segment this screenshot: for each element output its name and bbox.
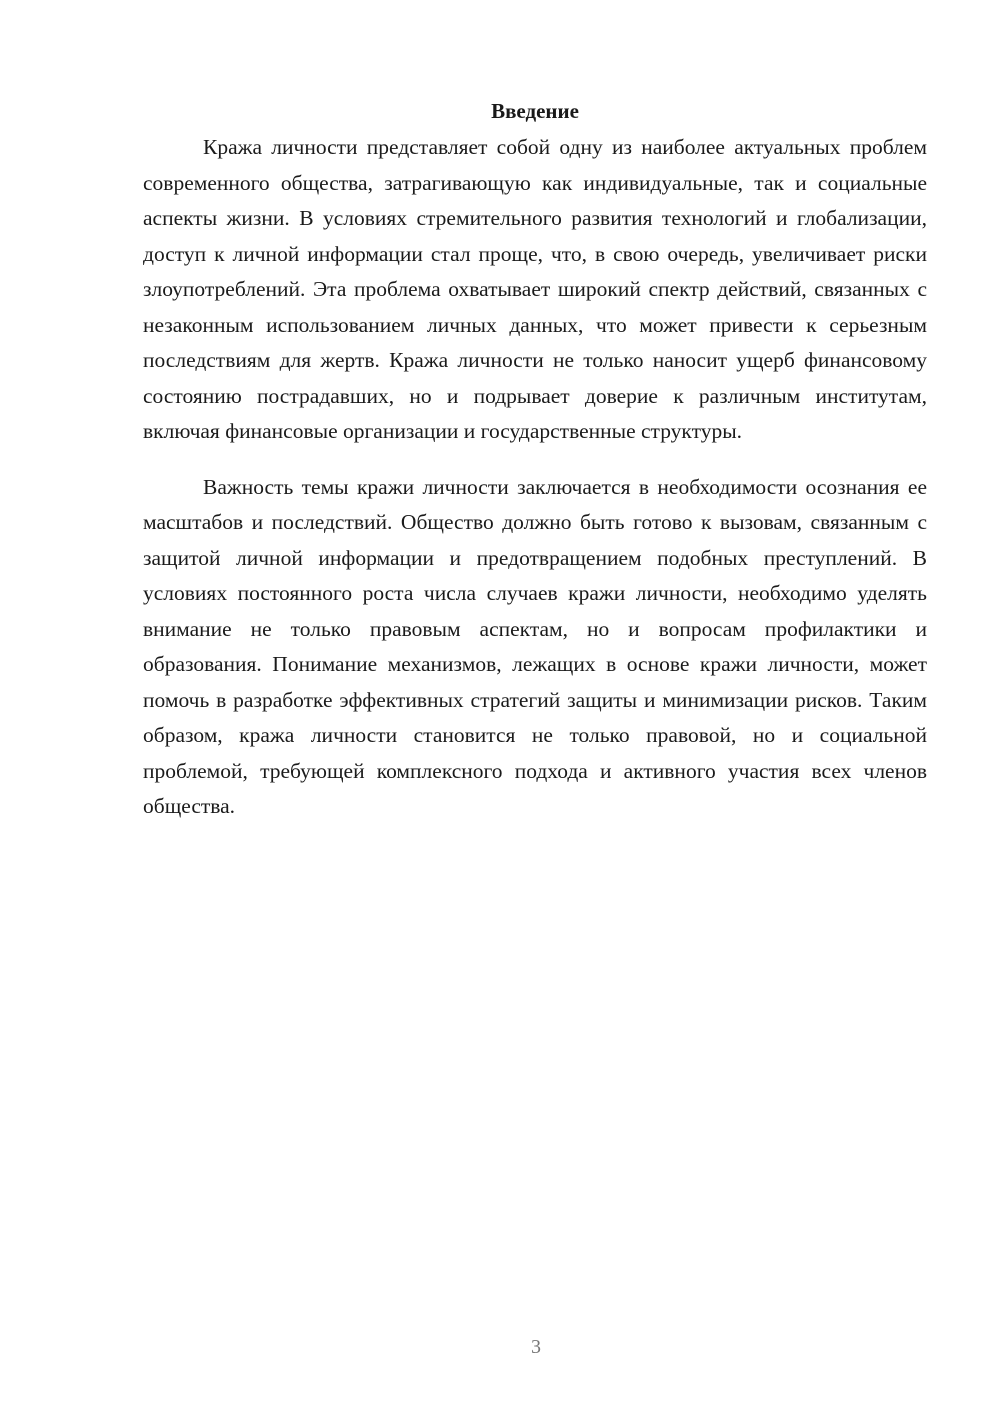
section-heading: Введение bbox=[491, 99, 579, 123]
paragraph-1: Кража личности представляет собой одну из наиболее актуальных проблем современного общества, затрагивающую как индивидуальные, так и социальные аспекты жизни. В условиях стремительного развития технологий и глобализации, доступ к личной информации стал проще, что, в свою очередь, увеличивает риски злоупотреблений. Эта проблема охватывает широкий спектр действий, связанных с незаконным использованием личных данных, что может привести к серьезным последствиям для жертв. Кража личности не только наносит ущерб финансовому состоянию пострадавших, но и подрывает доверие к различным институтам, включая финансовые организации и государственные структуры. bbox=[143, 135, 927, 443]
page-content bbox=[143, 96, 927, 825]
paragraph-2: Важность темы кражи личности заключается в необходимости осознания ее масштабов и последствий. Общество должно быть готово к вызовам, связанным с защитой личной информации и предотвращением подобных преступлений. В условиях постоянного роста числа случаев кражи личности, необходимо уделять внимание не только правовым аспектам, но и вопросам профилактики и образования. Понимание механизмов, лежащих в основе кражи личности, может помочь в разработке эффективных стратегий защиты и минимизации рисков. Таким образом, кража личности становится не только правовой, но и социальной проблемой, требующей комплексного подхода и активного участия всех членов общества. bbox=[143, 474, 927, 818]
page-number: 3 bbox=[531, 1336, 541, 1358]
